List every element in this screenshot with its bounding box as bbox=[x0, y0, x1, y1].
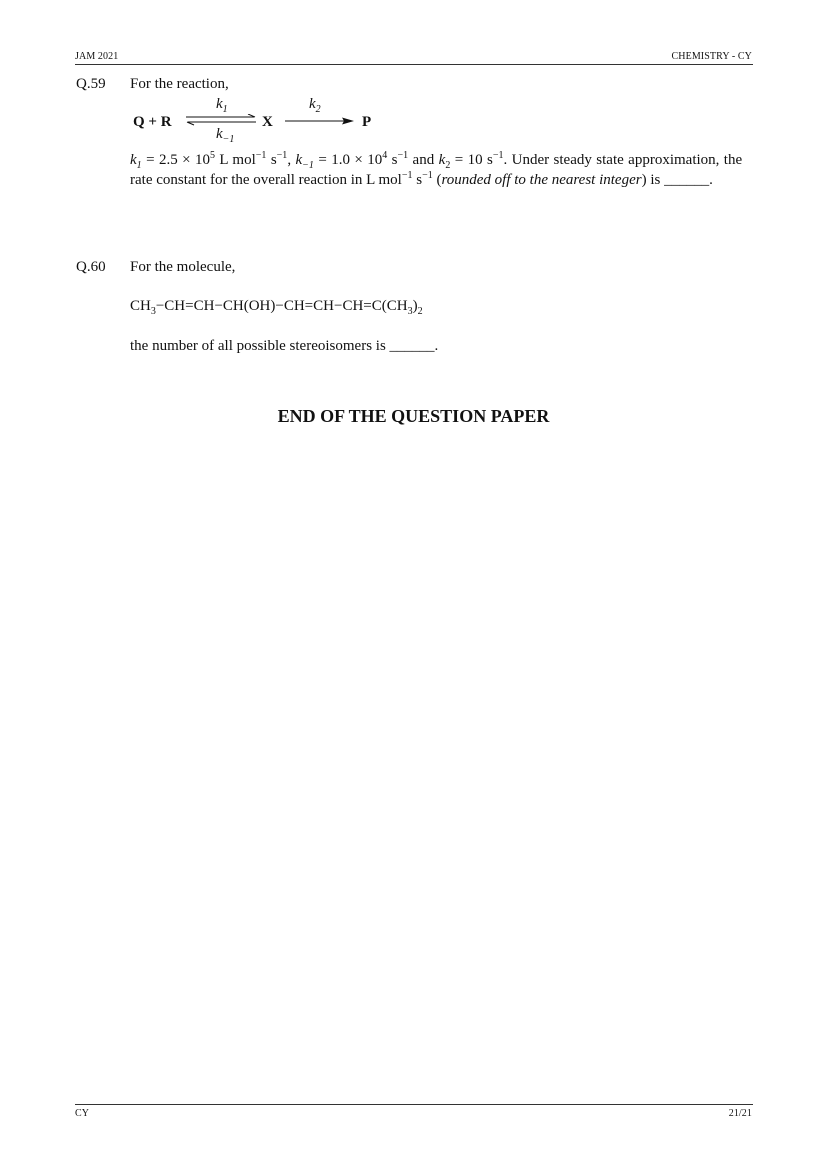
molecule-formula: $CH_3-CH=CH-CH(OH)-CH=CH-CH=C(CH_3)_2$ bbox=[130, 298, 423, 317]
question-59-body: $k_1 = 2.5 \times 10^5$ L mol$^{-1}$ $s^{-1}$, $k_{-1} = 1.0 \times 10^4$ $s^{-1}$ and $k_2 = 10$ $s^{-1}$. Under steady state approximation, the rate constant for the overall reaction in L mol$^{-1}$ $s^{-1}$ (rounded off to the nearest integer) is ______. bbox=[130, 150, 743, 188]
k-minus1-label: $k_{-1}$ bbox=[216, 126, 235, 145]
header-left: JAM 2021 bbox=[75, 51, 119, 62]
footer-left: CY bbox=[75, 1108, 90, 1119]
question-60-number: Q.60 bbox=[76, 259, 106, 275]
product: P bbox=[362, 114, 372, 130]
question-60-body: the number of all possible stereoisomers is ______. bbox=[130, 338, 439, 354]
answer-blank-59: ______. bbox=[664, 171, 713, 188]
question-59-intro: For the reaction, bbox=[130, 76, 229, 92]
header-right: CHEMISTRY - CY bbox=[671, 51, 752, 62]
question-59-number: Q.59 bbox=[76, 76, 106, 92]
k1-label: $k_1$ bbox=[216, 96, 228, 115]
k2-label: $k_2$ bbox=[309, 96, 321, 115]
header-rule bbox=[75, 64, 753, 65]
equilibrium-arrow bbox=[184, 114, 258, 126]
question-60-intro: For the molecule, bbox=[130, 259, 236, 275]
reactants: Q + R bbox=[133, 114, 172, 130]
page-number: 21/21 bbox=[728, 1108, 752, 1119]
forward-arrow bbox=[284, 116, 356, 126]
end-of-paper-title: END OF THE QUESTION PAPER bbox=[277, 406, 550, 426]
answer-blank-60: ______. bbox=[389, 338, 439, 354]
intermediate: X bbox=[262, 114, 273, 130]
footer-rule bbox=[75, 1104, 753, 1105]
